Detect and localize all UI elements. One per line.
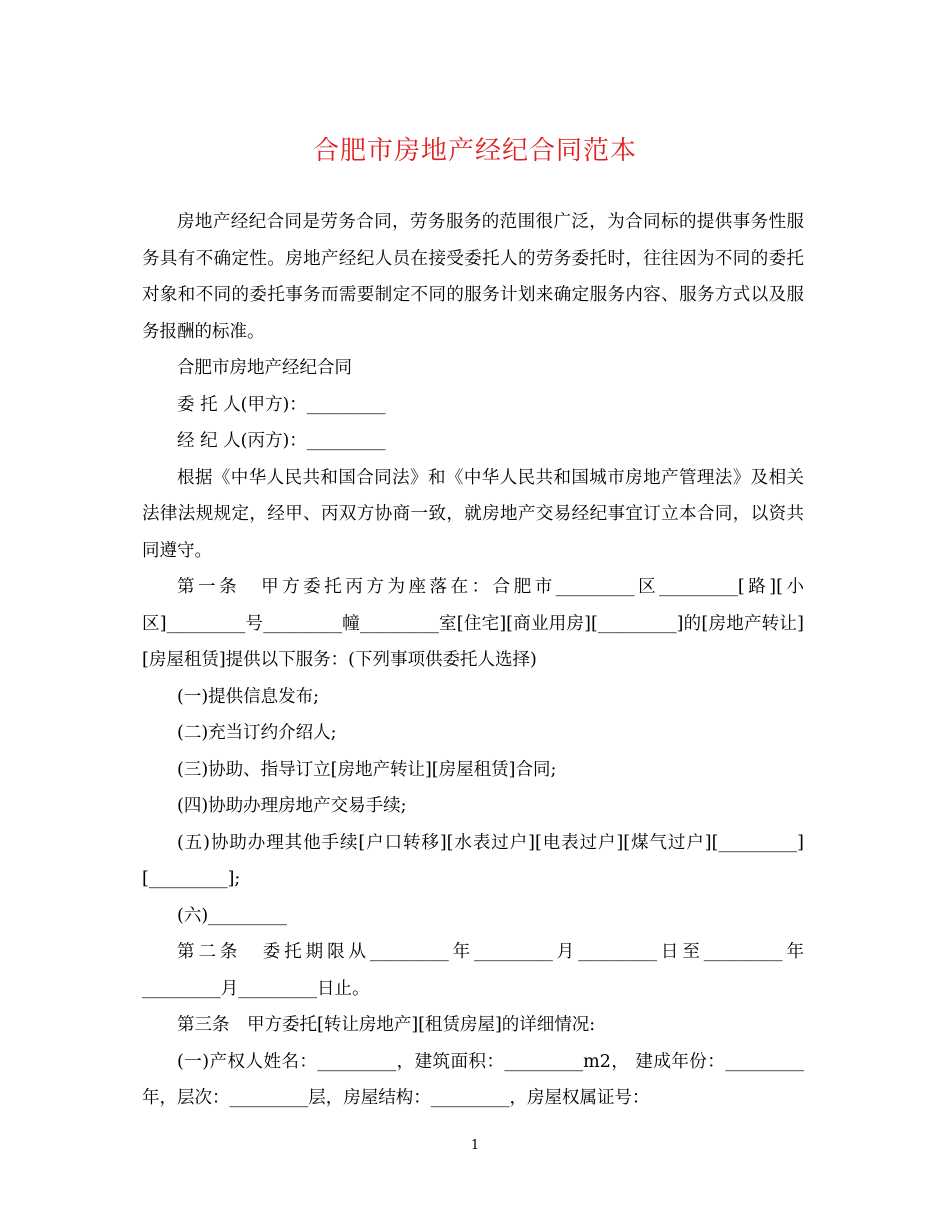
intro-paragraph: 房地产经纪合同是劳务合同，劳务服务的范围很广泛，为合同标的提供事务性服务具有不确定性。房地产经纪人员在接受委托人的劳务委托时，往往因为不同的委托对象和不同的委托事务而需要制定不同的服务计划来确定服务内容、服务方式以及服务报酬的标准。 [142, 212, 804, 342]
party-c-line: 经 纪 人(丙方)：_________ [177, 431, 386, 451]
page-number: 1 [470, 1138, 480, 1153]
service-item-3: (三)协助、指导订立[房地产转让][房屋租赁]合同; [177, 759, 557, 780]
contract-heading: 合肥市房地产经纪合同 [177, 358, 352, 378]
service-item-5: (五)协助办理其他手续[户口转移][水表过户][电表过户][煤气过户][_________][_________]; [142, 832, 804, 889]
document-body [142, 204, 804, 1117]
article-3-paragraph: 第三条 甲方委托[转让房地产][租赁房屋]的详细情况: [177, 1015, 596, 1035]
property-details-paragraph: (一)产权人姓名：_________，建筑面积：_________m2， 建成年份：_________年，层次：_________层，房屋结构：_________，房屋权属证号： [142, 1051, 804, 1108]
service-item-2: (二)充当订约介绍人; [177, 723, 337, 743]
legal-basis-paragraph: 根据《中华人民共和国合同法》和《中华人民共和国城市房地产管理法》及相关法律法规规定，经甲、丙双方协商一致，就房地产交易经纪事宜订立本合同，以资共同遵守。 [142, 467, 804, 561]
article-2-paragraph: 第二条 委托期限从_________年_________月_________日至_________年_________月_________日止。 [142, 942, 804, 999]
document-title: 合肥市房地产经纪合同范本 [312, 136, 637, 166]
service-item-6: (六)_________ [177, 905, 287, 926]
article-1-paragraph: 第一条 甲方委托丙方为座落在：合肥市_________区_________[路][小区]_________号_________幢_________室[住宅][商业用房][_________]的[房地产转让][房屋租赁]提供以下服务：(下列事项供委托人选择) [142, 577, 804, 670]
service-item-4: (四)协助办理房地产交易手续; [177, 796, 407, 816]
service-item-1: (一)提供信息发布; [177, 686, 320, 707]
party-a-line: 委 托 人(甲方)：_________ [177, 394, 386, 415]
